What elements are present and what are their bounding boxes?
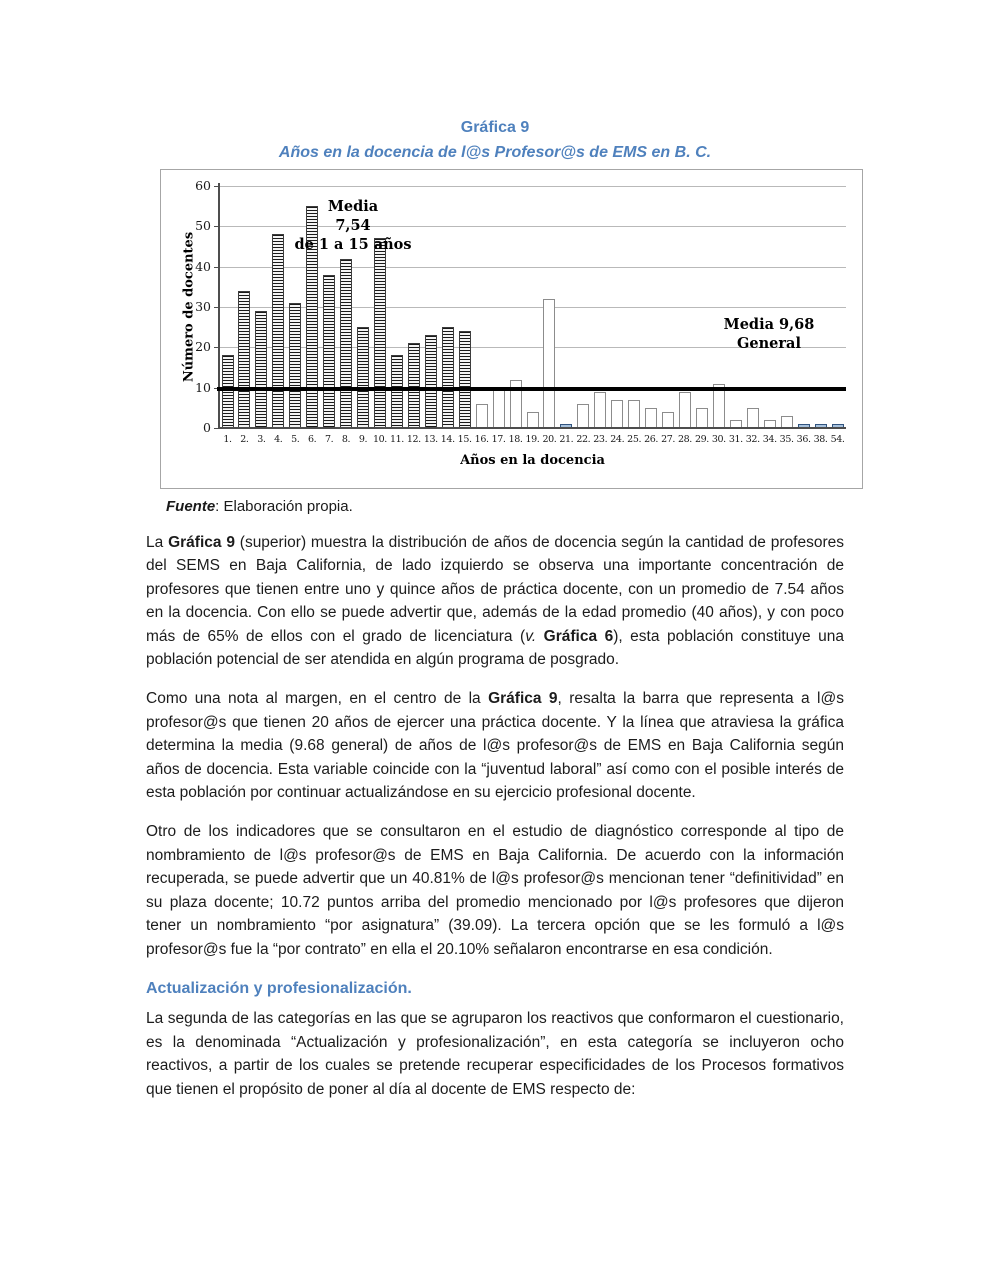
chart-subtitle: Años en la docencia de l@s Profesor@s de EMS en B. C. bbox=[278, 144, 712, 161]
x-tick-label: 11. bbox=[389, 434, 404, 445]
x-tick-label: 1. bbox=[223, 434, 232, 445]
gridline bbox=[219, 186, 846, 187]
x-tick-label: 9. bbox=[358, 434, 368, 445]
x-tick-label: 35. bbox=[779, 434, 794, 445]
annotation-line: de 1 a 15 años bbox=[294, 236, 412, 253]
x-tick-label: 17. bbox=[491, 434, 506, 445]
text-segment: Otro de los indicadores que se consultaron en el estudio de diagnóstico corresponde al tipo de nombramiento de l@s profesor@s de EMS en Baja California. De acuerdo con la información recuperada, se puede advertir que un 40.81% de l@s profesor@s mencionan tener “definitividad” en su plaza docente; 10.72 puntos arriba del promedio mencionado por l@s profesores que dijeron tener un nombramiento “por asignatura” (39.09). La tercera opción que se les formuló a l@s profesor@s fue la “por contrato” en ella el 20.10% señalaron encontrarse en esa condición. bbox=[146, 823, 844, 958]
y-tick-label: 40 bbox=[195, 259, 211, 274]
bar bbox=[628, 400, 640, 428]
y-axis-title: Número de docentes bbox=[181, 231, 197, 383]
x-tick-label: 54. bbox=[830, 434, 845, 445]
x-tick-label: 19. bbox=[525, 434, 540, 445]
x-tick-label: 14. bbox=[440, 434, 455, 445]
y-tick-label: 60 bbox=[195, 178, 211, 193]
paragraph-4 bbox=[146, 1007, 844, 1101]
x-tick-label: 16. bbox=[474, 434, 489, 445]
bar bbox=[357, 327, 369, 428]
plot-area bbox=[161, 170, 862, 488]
text-segment: Gráfica 6 bbox=[543, 627, 614, 645]
x-tick-label: 12. bbox=[406, 434, 421, 445]
x-tick-label: 24. bbox=[610, 434, 625, 445]
x-tick-label: 23. bbox=[593, 434, 608, 445]
bar bbox=[679, 392, 691, 428]
x-axis-title: Años en la docencia bbox=[460, 453, 605, 468]
bar bbox=[442, 327, 454, 428]
text-segment: Gráfica 9 bbox=[168, 534, 235, 551]
text-segment: v. bbox=[525, 627, 537, 645]
bar bbox=[272, 234, 284, 428]
text-segment: , resalta la barra que representa a l@s profesor@s que tienen 20 años de ejercer una práctica docente. Y la línea que atraviesa la gráfica determina la media (9.68 general) de años de l@s profesor@s de EMS en Baja California según años de docencia. Esta variable coincide con la “juventud laboral” así como con el posible interés de esta población por continuar actualizándose en su ejercicio profesional docente. bbox=[146, 690, 844, 802]
x-tick-label: 28. bbox=[677, 434, 692, 445]
x-tick-label: 36. bbox=[796, 434, 811, 445]
x-tick-label: 6. bbox=[308, 434, 317, 445]
text-segment: La bbox=[146, 534, 169, 551]
x-tick-label: 29. bbox=[694, 434, 709, 445]
section-heading: Actualización y profesionalización. bbox=[146, 979, 412, 997]
bar bbox=[543, 299, 555, 428]
text-segment: (superior) muestra la distribución de años de docencia según la cantidad de profesores del SEMS en Baja California, de lado izquierdo se observa una importante concentración de profesores que tienen entre uno y quince años de práctica docente, con un promedio de 7.54 años en la docencia. Con ello se puede advertir que, además de la edad promedio (40 años), y con poco más de 65% de ellos con el grado de licenciatura ( bbox=[146, 534, 844, 645]
bar bbox=[340, 259, 352, 428]
x-tick-label: 26. bbox=[644, 434, 658, 445]
x-tick-label: 21. bbox=[559, 434, 574, 445]
bar bbox=[289, 303, 301, 428]
x-tick-label: 31. bbox=[728, 434, 743, 445]
bar-chart bbox=[160, 169, 863, 489]
x-tick-label: 25. bbox=[627, 434, 642, 445]
x-tick-label: 5. bbox=[291, 434, 300, 445]
bar bbox=[594, 392, 606, 428]
body-text bbox=[146, 531, 844, 1117]
x-tick-label: 34. bbox=[762, 434, 777, 445]
text-segment: Gráfica 9 bbox=[488, 690, 558, 708]
bar bbox=[323, 275, 335, 428]
annotation-media-1-15 bbox=[243, 197, 463, 254]
x-tick-label: 7. bbox=[325, 434, 334, 445]
annotation-line: Media bbox=[327, 198, 379, 215]
bar bbox=[645, 408, 657, 428]
bar bbox=[408, 343, 420, 428]
y-tick-label: 50 bbox=[195, 218, 211, 233]
x-tick-label: 32. bbox=[745, 434, 760, 445]
bar bbox=[493, 388, 505, 428]
bar bbox=[577, 404, 589, 428]
paragraph-3 bbox=[146, 820, 844, 960]
annotation-media-general bbox=[659, 315, 879, 353]
y-axis-line bbox=[218, 183, 220, 428]
bar bbox=[476, 404, 488, 428]
source-text: : Elaboración propia. bbox=[215, 498, 353, 515]
bar bbox=[425, 335, 437, 428]
bar bbox=[238, 291, 250, 428]
x-tick-label: 8. bbox=[341, 434, 351, 445]
y-tick-label: 20 bbox=[195, 339, 211, 354]
x-tick-label: 2. bbox=[240, 434, 249, 445]
x-tick-label: 30. bbox=[711, 434, 726, 445]
paragraph-2 bbox=[146, 687, 844, 804]
x-tick-label: 20. bbox=[542, 434, 557, 445]
source-label: Fuente bbox=[166, 498, 216, 515]
annotation-line: Media 9,68 bbox=[723, 316, 815, 333]
x-tick-label: 13. bbox=[423, 434, 438, 445]
x-tick-label: 27. bbox=[661, 434, 675, 445]
bar bbox=[391, 355, 403, 428]
x-tick-label: 3. bbox=[257, 434, 266, 445]
x-axis-line bbox=[219, 427, 846, 429]
text-segment bbox=[536, 628, 544, 645]
y-tick-label: 0 bbox=[203, 420, 211, 435]
x-tick-label: 15. bbox=[457, 434, 472, 445]
chart-title: Gráfica 9 bbox=[460, 119, 530, 136]
y-tick-label: 30 bbox=[195, 299, 211, 314]
text-segment: ), esta población constituye una población potencial de ser atendida en algún programa de posgrado. bbox=[146, 627, 844, 669]
text-segment: Como una nota al margen, en el centro de la bbox=[146, 690, 489, 708]
annotation-line: General bbox=[737, 335, 801, 352]
bar bbox=[662, 412, 674, 428]
text-segment: La segunda de las categorías en las que se agruparon los reactivos que conformaron el cuestionario, es la denominada “Actualización y profesionalización”, en esta categoría se incluyeron ocho reactivos, a partir de los cuales se pretende recuperar especificidades de los Procesos formativos que tienen el propósito de poner al día al docente de EMS respecto de: bbox=[146, 1010, 844, 1098]
bar bbox=[222, 355, 234, 428]
bar bbox=[527, 412, 539, 428]
bar bbox=[696, 408, 708, 428]
mean-line bbox=[217, 387, 846, 391]
x-tick-label: 4. bbox=[274, 434, 283, 445]
paragraph-1 bbox=[146, 531, 844, 671]
x-tick-label: 38. bbox=[813, 434, 828, 445]
x-tick-label: 10. bbox=[372, 434, 387, 445]
annotation-line: 7,54 bbox=[335, 217, 371, 234]
x-tick-label: 18. bbox=[508, 434, 523, 445]
bar bbox=[374, 238, 386, 428]
y-tick-label: 10 bbox=[195, 380, 211, 395]
source-note bbox=[166, 498, 353, 515]
bar bbox=[747, 408, 759, 428]
bar bbox=[459, 331, 471, 428]
bar bbox=[255, 311, 267, 428]
bar bbox=[611, 400, 623, 428]
x-tick-label: 22. bbox=[576, 434, 591, 445]
